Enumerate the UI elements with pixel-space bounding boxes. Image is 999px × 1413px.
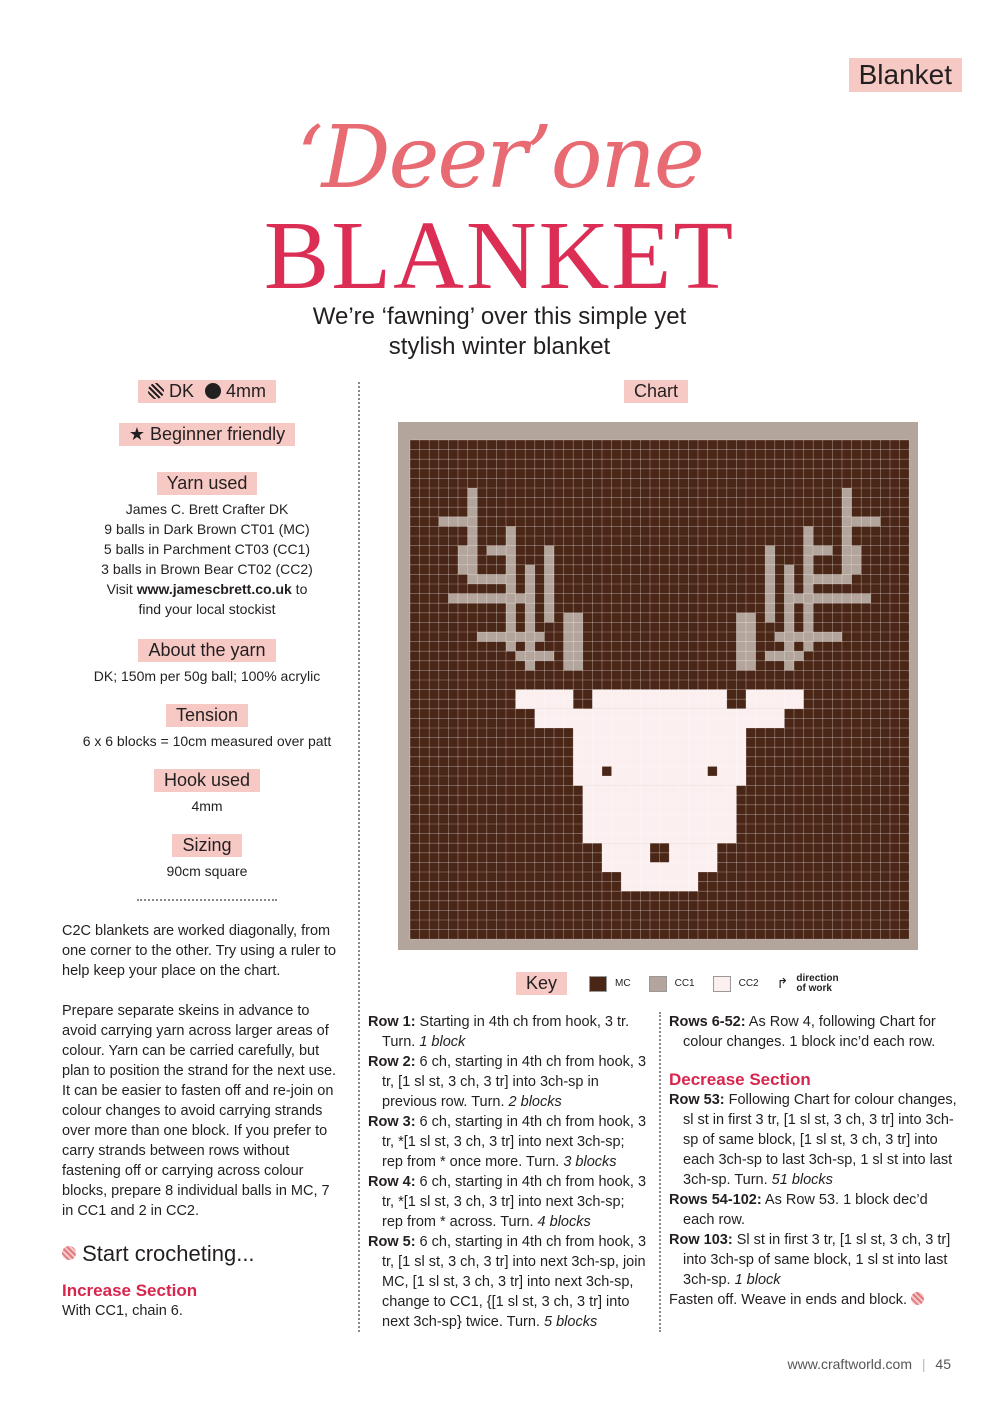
yarn-line: James C. Brett Crafter DK (125, 501, 289, 517)
key-swatch-mc (589, 976, 607, 992)
intro-paragraph-2: Prepare separate skeins in advance to avoid carrying yarn across larger areas of colour. Yarn can be carried carefully, but plan to position the strand for the next use. It can be easier to fasten off and re-join on colour changes to avoid carrying strands over more than one block. If you prefer to carry strands between rows without fastening off or carrying across colour blocks, prepare 8 individual balls in MC, 7 in CC1 and 2 in CC2. (62, 1003, 337, 1219)
pattern-row (368, 1012, 648, 1052)
spec-weight: DK (168, 381, 194, 401)
yarn-ball-icon (148, 383, 164, 399)
row-label: Row 5: (368, 1234, 416, 1250)
left-column (62, 380, 352, 1321)
tension-text: 6 x 6 blocks = 10cm measured over patt (82, 733, 332, 749)
pattern-row (368, 1232, 648, 1332)
yarn-line: 5 balls in Parchment CT03 (CC1) (103, 541, 311, 557)
row-count: 1 block (734, 1272, 781, 1288)
row-text: 6 ch, starting in 4th ch from hook, 3 tr, *[1 sl st, 3 ch, 3 tr] into next 3ch-sp; rep from * across. Turn. (382, 1174, 647, 1230)
start-heading (62, 1241, 352, 1267)
column-divider-right (659, 1012, 661, 1332)
spec-level: Beginner friendly (150, 424, 286, 444)
rows-column-2 (669, 1012, 959, 1310)
eye-block (708, 766, 718, 776)
page-number: 45 (935, 1356, 951, 1372)
fasten-off-text (669, 1290, 959, 1310)
decrease-heading: Decrease Section (669, 1070, 811, 1089)
row-label: Row 3: (368, 1114, 416, 1130)
fasten-off-label: Fasten off. Weave in ends and block. (669, 1292, 908, 1308)
stockist-link[interactable]: www.jamescbrett.co.uk (136, 581, 292, 597)
pattern-row (368, 1172, 648, 1232)
antler-block (448, 594, 534, 604)
antler-block (852, 517, 881, 527)
row-label: Rows 54-102: (669, 1192, 762, 1208)
key-label-mc: MC (615, 978, 631, 989)
start-heading-text: Start crocheting... (82, 1241, 255, 1266)
row-text: Sl st in first 3 tr, [1 sl st, 3 ch, 3 tr] into 3ch-sp of same block, 1 sl st into last 3ch-sp. (683, 1232, 951, 1288)
row-text: Following Chart for colour changes, sl st in first 3 tr, [1 sl st, 3 ch, 3 tr] into 3ch-sp of same block, [1 sl st, 3 ch, 3 tr] into each 3ch-sp to last 3ch-sp, 1 sl st into last 3ch-sp. Turn. (683, 1092, 957, 1188)
antler-block (439, 517, 468, 527)
pattern-row (669, 1230, 959, 1290)
chart-heading: Chart (624, 380, 688, 403)
row-text: 6 ch, starting in 4th ch from hook, 3 tr, [1 sl st, 3 ch, 3 tr] into next 3ch-sp, join MC, [1 sl st, 3 ch, 3 tr] into next 3ch-sp, change to CC1, {[1 sl st, 3 ch, 3 tr] into next 3ch-sp} twice. Turn. (382, 1234, 647, 1330)
antler-block (852, 546, 862, 575)
tension-heading: Tension (166, 704, 248, 727)
row-text: 6 ch, starting in 4th ch from hook, 3 tr, *[1 sl st, 3 ch, 3 tr] into next 3ch-sp; rep from * once more. Turn. (382, 1114, 647, 1170)
row-count: 2 blocks (508, 1094, 562, 1110)
yarn-line: 9 balls in Dark Brown CT01 (MC) (104, 521, 310, 537)
increase-text: With CC1, chain 6. (62, 1303, 183, 1319)
pattern-row (669, 1090, 959, 1190)
level-pill (119, 423, 295, 446)
subtitle (0, 302, 999, 362)
pattern-row (368, 1052, 648, 1112)
pattern-row (669, 1012, 959, 1052)
yarn-ball-icon (911, 1292, 924, 1305)
star-icon: ★ (128, 424, 146, 444)
column-divider-left (358, 382, 360, 1332)
visit-text-post: to (291, 581, 308, 597)
row-label: Rows 6-52: (669, 1014, 746, 1030)
spec-hook: 4mm (226, 381, 267, 401)
row-count: 4 blocks (537, 1214, 591, 1230)
crochet-hook-icon (205, 383, 221, 399)
hook-used-text: 4mm (191, 798, 223, 814)
row-text: As Row 53. 1 block dec’d each row. (683, 1192, 928, 1228)
yarn-used-text (62, 499, 352, 619)
chart-grid (378, 410, 938, 962)
visit-line-2: find your local stockist (138, 601, 276, 617)
row-count: 1 block (419, 1034, 466, 1050)
subtitle-line-1: We’re ‘fawning’ over this simple yet (312, 303, 687, 330)
row-label: Row 103: (669, 1232, 733, 1248)
subtitle-line-2: stylish winter blanket (388, 333, 611, 360)
hook-used-heading: Hook used (154, 769, 260, 792)
row-text: 6 ch, starting in 4th ch from hook, 3 tr, [1 sl st, 3 ch, 3 tr] into 3ch-sp in previous row. Turn. (382, 1054, 647, 1110)
antler-block (458, 546, 468, 575)
row-label: Row 4: (368, 1174, 416, 1190)
title-script: ‘Deer’one (296, 108, 703, 208)
key-swatch-cc1 (649, 976, 667, 992)
eye-block (602, 766, 612, 776)
pattern-row (669, 1190, 959, 1230)
intro-paragraph-1: C2C blankets are worked diagonally, from one corner to the other. Try using a ruler to help keep your place on the chart. (62, 923, 337, 979)
rows-column-1 (368, 1012, 648, 1332)
page-title: BLANKET (263, 202, 736, 310)
footer-url[interactable]: www.craftworld.com (787, 1356, 912, 1372)
yarn-ball-icon (62, 1246, 76, 1260)
row-text: Starting in 4th ch from hook, 3 tr. Turn. (382, 1014, 630, 1050)
spec-pill (138, 380, 276, 403)
visit-text: Visit (106, 581, 137, 597)
divider (137, 899, 277, 901)
row-text: As Row 4, following Chart for colour changes. 1 block inc’d each row. (683, 1014, 936, 1050)
sizing-text: 90cm square (166, 863, 248, 879)
deer-chart (378, 410, 938, 962)
direction-arrow-icon: ↱ (776, 975, 789, 991)
key-label-direction: direction of work (796, 972, 839, 994)
yarn-line: 3 balls in Brown Bear CT02 (CC2) (101, 561, 313, 577)
row-label: Row 53: (669, 1092, 725, 1108)
sizing-heading: Sizing (172, 834, 241, 857)
section-tag: Blanket (849, 58, 962, 92)
row-count: 5 blocks (544, 1314, 598, 1330)
key-swatch-cc2 (713, 976, 731, 992)
chart-key (516, 972, 844, 995)
antler-block (784, 594, 870, 604)
key-label-cc1: CC1 (674, 978, 695, 989)
pattern-row (368, 1112, 648, 1172)
row-count: 3 blocks (563, 1154, 617, 1170)
about-yarn-text: DK; 150m per 50g ball; 100% acrylic (93, 668, 321, 684)
footer: www.craftworld.com | 45 (787, 1356, 951, 1372)
key-heading: Key (516, 972, 567, 995)
about-yarn-heading: About the yarn (138, 639, 275, 662)
key-label-cc2: CC2 (738, 978, 759, 989)
row-label: Row 2: (368, 1054, 416, 1070)
yarn-used-heading: Yarn used (157, 472, 258, 495)
row-count: 51 blocks (771, 1172, 833, 1188)
row-label: Row 1: (368, 1014, 416, 1030)
increase-heading: Increase Section (62, 1281, 198, 1300)
